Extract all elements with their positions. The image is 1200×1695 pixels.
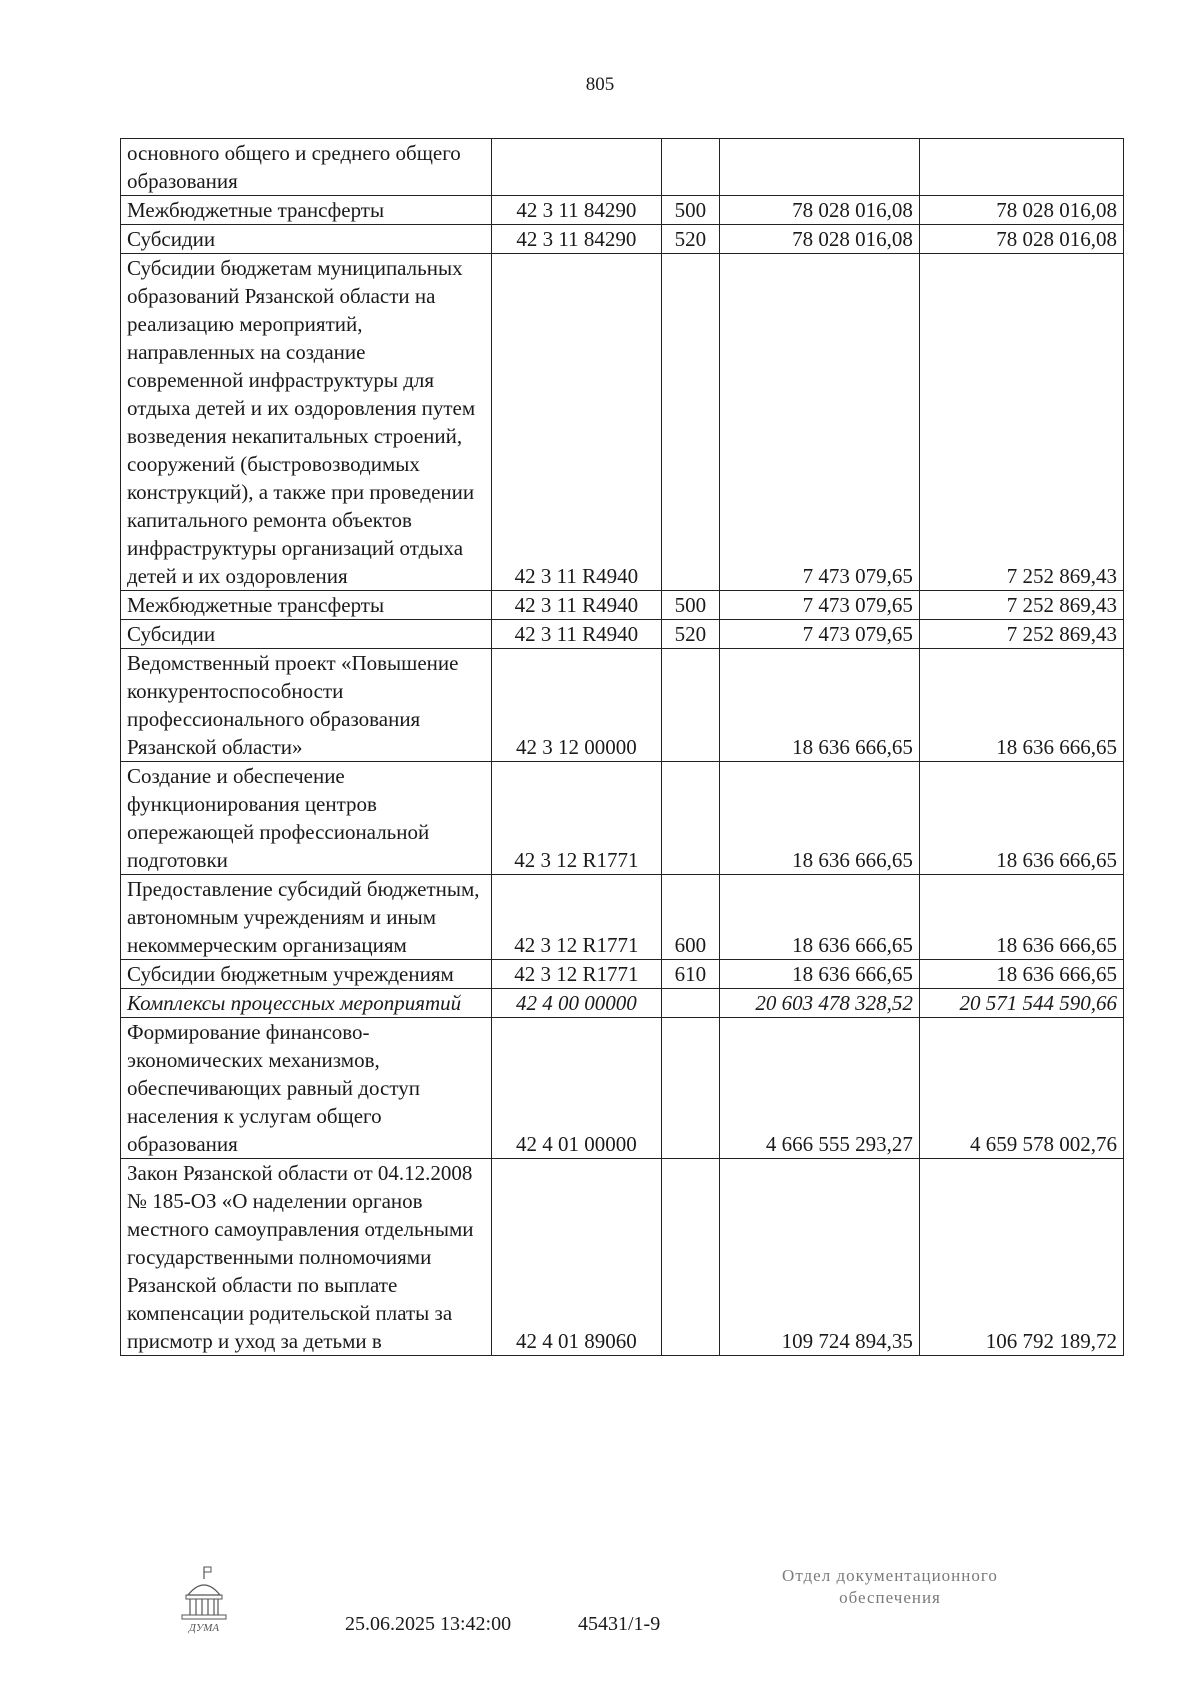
row-sum-2: 78 028 016,08 — [919, 196, 1123, 225]
row-code: 42 3 12 R1771 — [492, 875, 661, 960]
row-name: Закон Рязанской области от 04.12.2008 № 185-ОЗ «О наделении органов местного самоуправления отдельными государственными полномочиями Рязанской области по выплате компенсации родительской платы за присмотр и уход за детьми в — [121, 1159, 492, 1356]
row-name: Формирование финансово-экономических механизмов, обеспечивающих равный доступ населения к услугам общего образования — [121, 1018, 492, 1159]
row-name: Ведомственный проект «Повышение конкурентоспособности профессионального образования Рязанской области» — [121, 649, 492, 762]
table-row — [121, 591, 1124, 620]
row-sum-1: 4 666 555 293,27 — [720, 1018, 920, 1159]
row-sum-1: 109 724 894,35 — [720, 1159, 920, 1356]
row-sum-2: 18 636 666,65 — [919, 649, 1123, 762]
row-sum-2: 18 636 666,65 — [919, 960, 1123, 989]
table-row — [121, 620, 1124, 649]
row-sum-2: 20 571 544 590,66 — [919, 989, 1123, 1018]
row-sum-1: 7 473 079,65 — [720, 254, 920, 591]
table-row — [121, 254, 1124, 591]
row-type — [661, 762, 720, 875]
row-sum-1: 78 028 016,08 — [720, 196, 920, 225]
row-type: 600 — [661, 875, 720, 960]
row-type — [661, 139, 720, 196]
row-name: Субсидии — [121, 620, 492, 649]
row-type: 610 — [661, 960, 720, 989]
row-sum-1 — [720, 139, 920, 196]
row-sum-1: 18 636 666,65 — [720, 649, 920, 762]
duma-logo — [172, 1565, 236, 1635]
row-name: Субсидии — [121, 225, 492, 254]
row-name: Субсидии бюджетам муниципальных образований Рязанской области на реализацию мероприятий, направленных на создание современной инфраструктуры для отдыха детей и их оздоровления путем возведения некапитальных строений, сооружений (быстровозводимых конструкций), а также при проведении капитального ремонта объектов инфраструктуры организаций отдыха детей и их оздоровления — [121, 254, 492, 591]
row-name: Субсидии бюджетным учреждениям — [121, 960, 492, 989]
row-code: 42 3 11 R4940 — [492, 591, 661, 620]
table-row — [121, 196, 1124, 225]
row-name: Межбюджетные трансферты — [121, 591, 492, 620]
row-sum-2: 18 636 666,65 — [919, 762, 1123, 875]
row-sum-1: 7 473 079,65 — [720, 620, 920, 649]
row-code — [492, 139, 661, 196]
table-row — [121, 1159, 1124, 1356]
row-sum-2: 106 792 189,72 — [919, 1159, 1123, 1356]
logo-text: ДУМА — [188, 1622, 220, 1634]
row-sum-1: 18 636 666,65 — [720, 762, 920, 875]
department-line-1: Отдел документационного — [782, 1566, 998, 1585]
row-sum-2: 4 659 578 002,76 — [919, 1018, 1123, 1159]
department-stamp — [740, 1565, 1040, 1609]
row-type — [661, 649, 720, 762]
page-number: 805 — [585, 74, 615, 95]
table-row — [121, 960, 1124, 989]
row-sum-2: 7 252 869,43 — [919, 591, 1123, 620]
table-row — [121, 649, 1124, 762]
row-name: Создание и обеспечение функционирования центров опережающей профессиональной подготовки — [121, 762, 492, 875]
row-sum-1: 20 603 478 328,52 — [720, 989, 920, 1018]
row-type — [661, 1159, 720, 1356]
row-code: 42 4 00 00000 — [492, 989, 661, 1018]
row-sum-2: 7 252 869,43 — [919, 620, 1123, 649]
table-row — [121, 225, 1124, 254]
row-sum-2: 7 252 869,43 — [919, 254, 1123, 591]
print-timestamp: 25.06.2025 13:42:00 — [345, 1613, 512, 1635]
row-name: Межбюджетные трансферты — [121, 196, 492, 225]
row-type: 500 — [661, 196, 720, 225]
row-sum-1: 7 473 079,65 — [720, 591, 920, 620]
row-sum-1: 18 636 666,65 — [720, 875, 920, 960]
row-sum-2: 18 636 666,65 — [919, 875, 1123, 960]
row-code: 42 4 01 00000 — [492, 1018, 661, 1159]
row-name: основного общего и среднего общего образования — [121, 139, 492, 196]
row-name: Комплексы процессных мероприятий — [121, 989, 492, 1018]
row-type: 500 — [661, 591, 720, 620]
row-sum-1: 78 028 016,08 — [720, 225, 920, 254]
row-sum-2 — [919, 139, 1123, 196]
row-type: 520 — [661, 620, 720, 649]
row-code: 42 4 01 89060 — [492, 1159, 661, 1356]
table-row — [121, 989, 1124, 1018]
row-code: 42 3 12 R1771 — [492, 762, 661, 875]
row-type: 520 — [661, 225, 720, 254]
department-line-2: обеспечения — [839, 1588, 941, 1607]
row-code: 42 3 12 00000 — [492, 649, 661, 762]
row-type — [661, 989, 720, 1018]
table-row — [121, 875, 1124, 960]
document-id: 45431/1-9 — [578, 1613, 661, 1635]
table-row — [121, 1018, 1124, 1159]
page-footer — [0, 1565, 1200, 1675]
table-row — [121, 139, 1124, 196]
row-code: 42 3 12 R1771 — [492, 960, 661, 989]
row-type — [661, 1018, 720, 1159]
row-type — [661, 254, 720, 591]
row-sum-1: 18 636 666,65 — [720, 960, 920, 989]
table-row — [121, 762, 1124, 875]
row-code: 42 3 11 84290 — [492, 225, 661, 254]
duma-building-icon — [172, 1565, 236, 1635]
row-sum-2: 78 028 016,08 — [919, 225, 1123, 254]
row-code: 42 3 11 R4940 — [492, 620, 661, 649]
row-code: 42 3 11 R4940 — [492, 254, 661, 591]
budget-table — [120, 138, 1124, 1356]
row-code: 42 3 11 84290 — [492, 196, 661, 225]
row-name: Предоставление субсидий бюджетным, автономным учреждениям и иным некоммерческим организациям — [121, 875, 492, 960]
